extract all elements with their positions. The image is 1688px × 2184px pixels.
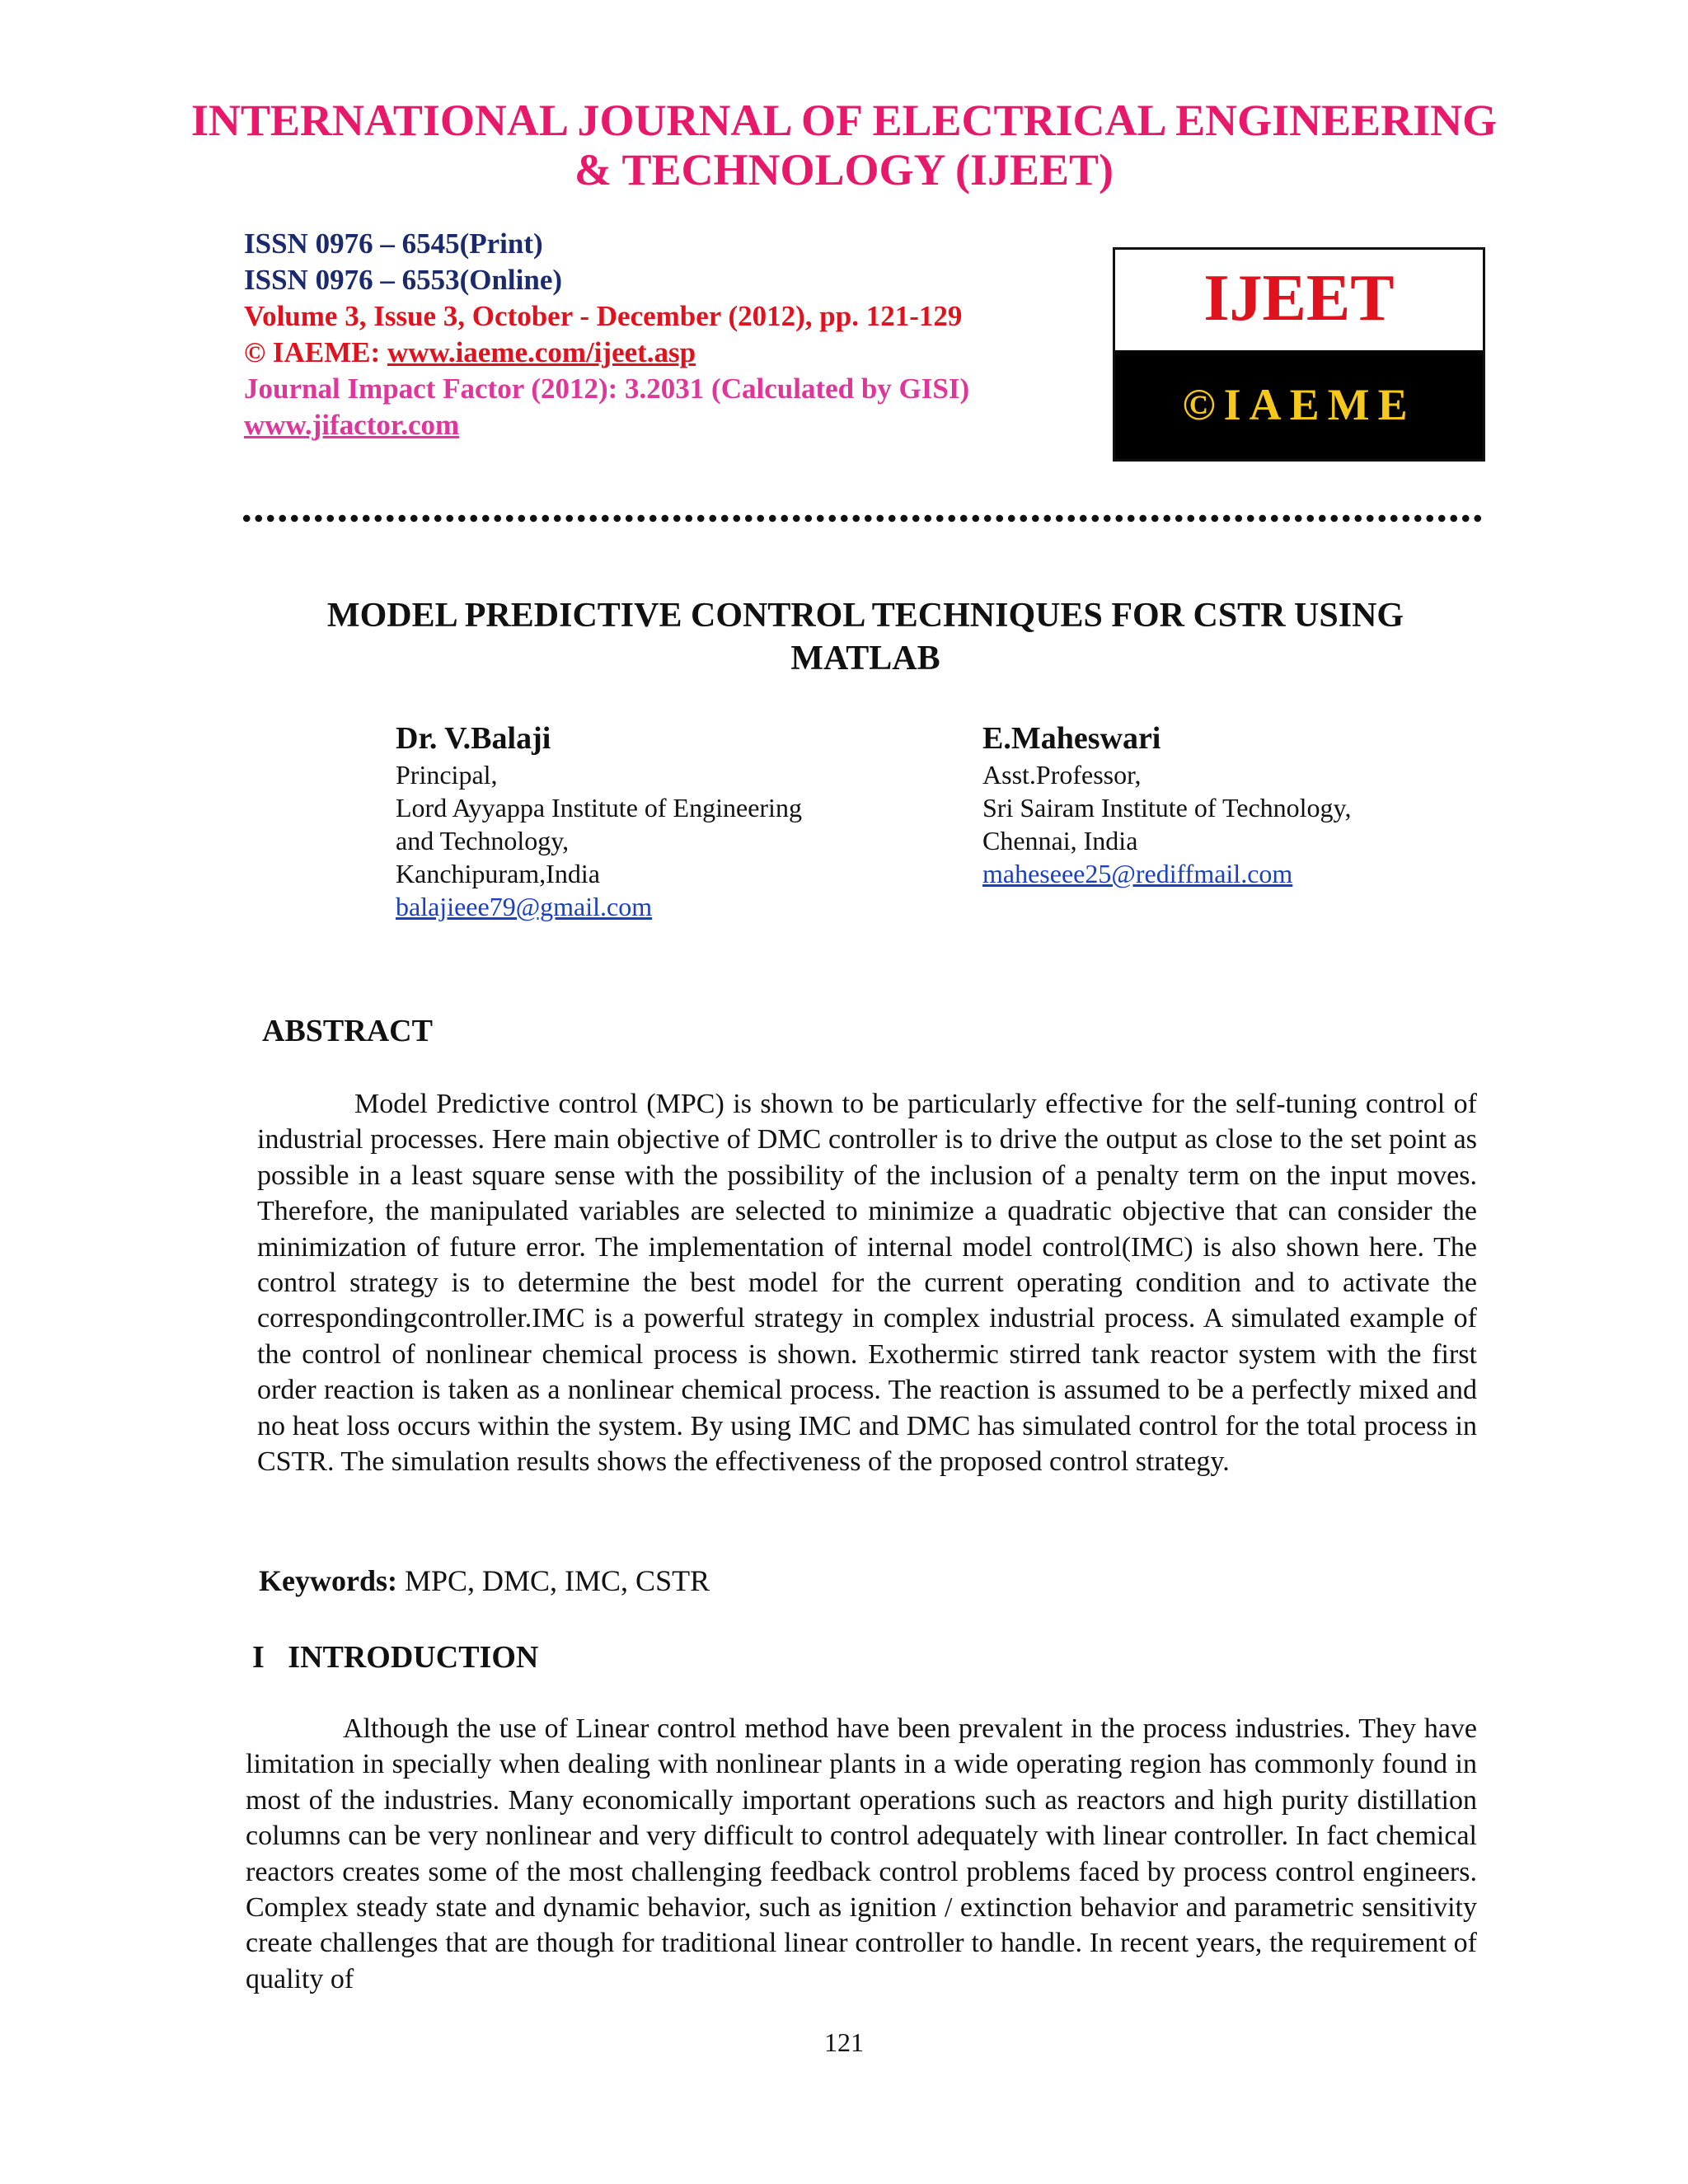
- paper-title-line-2: MATLAB: [790, 640, 940, 677]
- keywords-label: Keywords:: [259, 1564, 397, 1597]
- dotted-divider: [241, 513, 1485, 524]
- logo-title: IJEET: [1115, 250, 1483, 350]
- author-affiliation-line: Sri Sairam Institute of Technology,: [982, 793, 1352, 823]
- logo-publisher: ©IAEME: [1115, 350, 1483, 459]
- introduction-paragraph: Although the use of Linear control method have been prevalent in the process industries. They have limitation in specially when dealing with nonlinear plants in a wide operating region has commonly found in most of the industries. Many economically important operations such as reactors and high purity distillation columns can be very nonlinear and very difficult to control adequately with linear controller. In fact chemical reactors creates some of the most challenging feedback control problems faced by process control engineers. Complex steady state and dynamic behavior, such as ignition / extinction behavior and parametric sensitivity create challenges that are though for traditional linear controller to handle. In recent years, the requirement of quality of: [246, 1713, 1477, 1994]
- keywords-list: MPC, DMC, IMC, CSTR: [396, 1564, 710, 1597]
- abstract-body: [257, 1086, 1477, 1479]
- author-affiliation-line: Asst.Professor,: [982, 760, 1142, 790]
- author-name: Dr. V.Balaji: [396, 721, 551, 756]
- author-name: E.Maheswari: [982, 721, 1161, 756]
- keywords-line: [259, 1563, 710, 1599]
- impact-factor: Journal Impact Factor (2012): 3.2031 (Calculated by GISI): [244, 373, 970, 405]
- introduction-body: [246, 1711, 1477, 1997]
- author-affiliation-line: Chennai, India: [982, 826, 1138, 855]
- paper-title-line-1: MODEL PREDICTIVE CONTROL TECHNIQUES FOR CSTR USING: [326, 597, 1404, 635]
- author-email-link[interactable]: balajieee79@gmail.com: [396, 892, 653, 921]
- author-block-2: [982, 719, 1351, 890]
- jifactor-link[interactable]: www.jifactor.com: [244, 409, 460, 441]
- issn-print: ISSN 0976 – 6545(Print): [244, 227, 543, 260]
- introduction-heading: I INTRODUCTION: [252, 1640, 539, 1675]
- author-block-1: [396, 719, 802, 923]
- journal-title-line-1: INTERNATIONAL JOURNAL OF ELECTRICAL ENGINEERING: [190, 96, 1498, 145]
- ijeet-logo: [1113, 247, 1485, 462]
- iaeme-link[interactable]: www.iaeme.com/ijeet.asp: [387, 336, 696, 368]
- abstract-paragraph: Model Predictive control (MPC) is shown to be particularly effective for the self-tuning control of industrial processes. Here main objective of DMC controller is to drive the output as close to the set point as possible in a least square sense with the possibility of the inclusion of a penalty term on the input moves. Therefore, the manipulated variables are selected to minimize a quadratic objective that can consider the minimization of future error. The implementation of internal model control(IMC) is also shown here. The control strategy is to determine the best model for the current operating condition and to activate the correspondingcontroller.IMC is a powerful strategy in complex industrial process. A simulated example of the control of nonlinear chemical process is shown. Exothermic stirred tank reactor system with the first order reaction is taken as a nonlinear chemical process. The reaction is assumed to be a perfectly mixed and no heat loss occurs within the system. By using IMC and DMC has simulated control for the total process in CSTR. The simulation results shows the effectiveness of the proposed control strategy.: [257, 1089, 1477, 1478]
- author-affiliation-line: Principal,: [396, 760, 498, 790]
- volume-info: Volume 3, Issue 3, October - December (2012), pp. 121-129: [244, 300, 963, 332]
- issn-online: ISSN 0976 – 6553(Online): [244, 264, 563, 296]
- journal-title-line-2: & TECHNOLOGY (IJEET): [574, 145, 1114, 194]
- author-affiliation-line: Kanchipuram,India: [396, 859, 600, 888]
- iaeme-line: [244, 335, 696, 371]
- iaeme-prefix: © IAEME:: [244, 336, 387, 368]
- page-number: 121: [824, 2027, 864, 2057]
- author-affiliation-line: and Technology,: [396, 826, 570, 855]
- abstract-heading: ABSTRACT: [262, 1014, 433, 1048]
- author-affiliation-line: Lord Ayyappa Institute of Engineering: [396, 793, 802, 823]
- author-email-link[interactable]: maheseee25@rediffmail.com: [982, 859, 1293, 888]
